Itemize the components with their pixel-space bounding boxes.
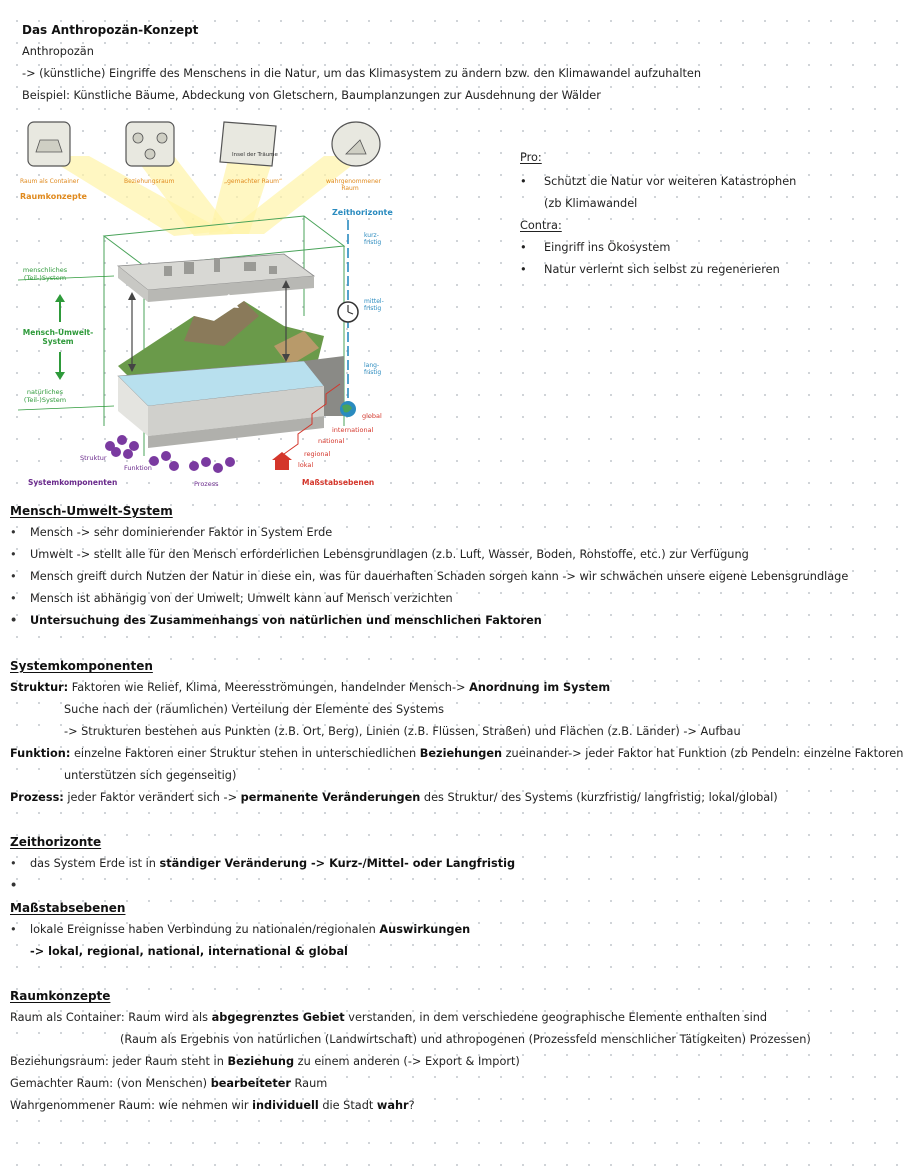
struktur-hexagons <box>105 435 139 459</box>
massstabsebenen-title: Maßstabsebenen <box>10 901 126 915</box>
wahrgenommener-raum-icon <box>332 122 380 166</box>
mus-item: • Mensch ist abhängig von der Umwelt; Umwelt kann auf Mensch verzichten <box>10 592 453 605</box>
funktion-hexagons <box>149 451 179 471</box>
label-gemachter-raum: „gemachter Raum“ <box>224 178 283 185</box>
prozess-hexagons <box>189 457 235 473</box>
house-icon <box>272 452 292 470</box>
label-mittelfristig: mittel- fristig <box>364 298 384 312</box>
mus-item: • Untersuchung des Zusammenhangs von natürlichen und menschlichen Faktoren <box>10 614 542 627</box>
label-mensch-umwelt-system: Mensch-Umwelt-System <box>22 328 94 346</box>
struktur-line-3: -> Strukturen bestehen aus Punkten (z.B. Ort, Berg), Linien (z.B. Flüssen, Straßen) und Flächen (z.B. Länder) -> Aufbau <box>64 725 741 738</box>
pro-item: • Schützt die Natur vor weiteren Katastrophen <box>520 175 797 188</box>
label-raum-als-container: Raum als Container <box>20 178 79 185</box>
zeithorizonte-title: Zeithorizonte <box>10 835 102 849</box>
raum-container-line-2: (Raum als Ergebnis von natürlichen (Landwirtschaft) und athropogenen (Prozessfeld menschlicher Tätigkeiten) Prozessen) <box>120 1033 811 1046</box>
system-diagram-title: Systemkomponenten <box>28 478 118 487</box>
raum-container-line: Raum als Container: Raum wird als abgegrenztes Gebiet verstanden, in dem verschiedene geographische Elemente enthalten sind <box>10 1011 768 1024</box>
systemkomponenten-title: Systemkomponenten <box>10 659 153 673</box>
empty-bullet: • <box>10 879 18 892</box>
raumkonzepte-diagram-title: Raumkonzepte <box>20 192 87 201</box>
mus-item: • Umwelt -> stellt alle für den Mensch erforderlichen Lebensgrundlagen (z.b. Luft, Wasser, Boden, Rohstoffe, etc.) zur Verfügung <box>10 548 749 561</box>
beziehungsraum-icon <box>126 122 174 166</box>
label-lokal: lokal <box>298 461 314 469</box>
struktur-line-2: Suche nach der (räumlichen) Verteilung der Elemente des Systems <box>64 703 445 716</box>
beziehungsraum-line: Beziehungsraum: jeder Raum steht in Beziehung zu einem anderen (-> Export & Import) <box>10 1055 520 1068</box>
label-regional: regional <box>304 450 331 458</box>
definition: -> (künstliche) Eingriffe des Menschens in die Natur, um das Klimasystem zu ändern bzw. den Klimawandel aufzuhalten <box>22 67 702 80</box>
mus-title: Mensch-Umwelt-System <box>10 504 173 518</box>
page-title: Das Anthropozän-Konzept <box>22 23 199 37</box>
label-natuerliches-system: natürliches (Teil-)System <box>23 388 67 404</box>
label-funktion: Funktion <box>124 464 152 472</box>
label-prozess: Prozess <box>194 480 219 488</box>
funktion-line-2: unterstützen sich gegenseitig) <box>64 769 237 782</box>
label-global: global <box>362 412 382 420</box>
mus-item: • Mensch greift durch Nutzen der Natur in diese ein, was für dauerhaften Schaden sorgen kann -> wir schwächen unsere eigene Lebensgrundlage <box>10 570 849 583</box>
massstabsebenen-line-2: -> lokal, regional, national, international & global <box>30 945 348 958</box>
gemachter-raum-line: Gemachter Raum: (von Menschen) bearbeiteter Raum <box>10 1077 328 1090</box>
gemachter-raum-icon <box>220 122 279 166</box>
label-kurzfristig: kurz- fristig <box>364 232 382 246</box>
funktion-line: Funktion: einzelne Faktoren einer Struktur stehen in unterschiedlichen Beziehungen zueinander-> jeder Faktor hat Funktion (zb Pendeln: einzelne Faktoren <box>10 747 903 760</box>
pro-title: Pro: <box>520 151 542 164</box>
term: Anthropozän <box>22 45 94 58</box>
raumkonzepte-title: Raumkonzepte <box>10 989 111 1003</box>
pro-item-continued: (zb Klimawandel <box>544 197 638 210</box>
massstab-diagram-title: Maßstabsebenen <box>302 478 375 487</box>
zeithorizonte-diagram-title: Zeithorizonte <box>332 208 393 217</box>
label-langfristig: lang- fristig <box>364 362 382 376</box>
sign-text: Insel der Träume <box>232 152 278 158</box>
label-national: national <box>318 437 345 445</box>
anthropocene-diagram <box>14 116 394 496</box>
container-icon <box>28 122 70 166</box>
label-struktur: Struktur <box>80 454 107 462</box>
label-wahrgenommener-raum: wahrgenommener Raum <box>326 178 382 192</box>
label-menschliches-system: menschliches (Teil-)System <box>22 266 68 282</box>
globe-icon <box>340 401 356 417</box>
zeithorizonte-item: • das System Erde ist in ständiger Veränderung -> Kurz-/Mittel- oder Langfristig <box>10 857 516 870</box>
label-international: international <box>332 426 374 434</box>
prozess-line: Prozess: jeder Faktor verändert sich -> permanente Veränderungen des Struktur/ des Systems (kurzfristig/ langfristig; lokal/global) <box>10 791 778 804</box>
example: Beispiel: Künstliche Bäume, Abdeckung von Gletschern, Baumplanzungen zur Ausdehnung der Wälder <box>22 89 601 102</box>
clock-icon <box>338 302 358 322</box>
contra-title: Contra: <box>520 219 562 232</box>
struktur-line: Struktur: Faktoren wie Relief, Klima, Meeresströmungen, handelnder Mensch-> Anordnung im System <box>10 681 611 694</box>
contra-item: • Eingriff ins Ökosystem <box>520 241 671 254</box>
label-beziehungsraum: Beziehungsraum <box>124 178 175 185</box>
massstabsebenen-item: • lokale Ereignisse haben Verbindung zu nationalen/regionalen Auswirkungen <box>10 923 471 936</box>
contra-item: • Natur verlernt sich selbst zu regenerieren <box>520 263 780 276</box>
mus-item: • Mensch -> sehr dominierender Faktor in System Erde <box>10 526 333 539</box>
wahrgenommener-raum-line: Wahrgenommener Raum: wie nehmen wir individuell die Stadt wahr? <box>10 1099 415 1112</box>
